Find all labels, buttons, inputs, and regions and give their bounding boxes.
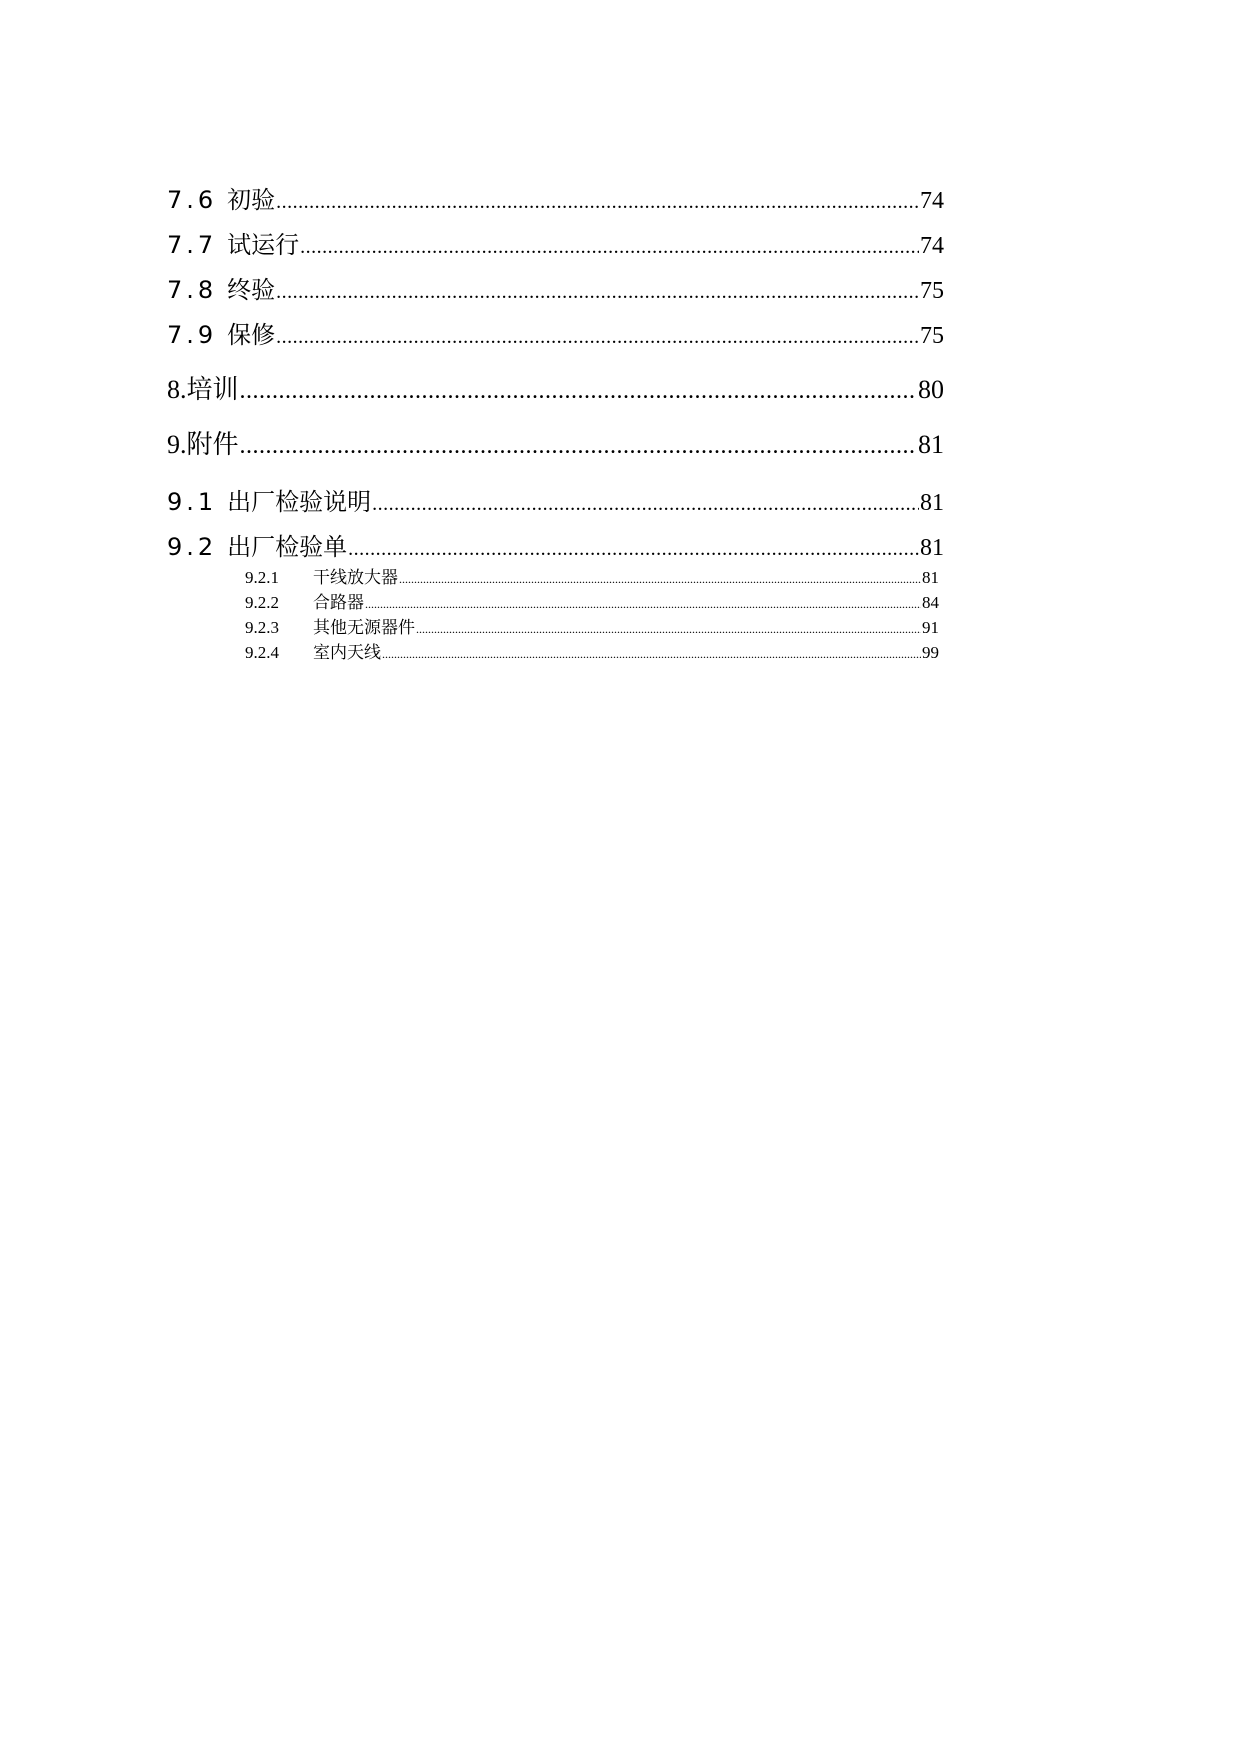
toc-entry[interactable] [167,527,944,562]
toc-entry-page: 75 [920,323,944,349]
toc-entry-page: 81 [920,490,944,516]
toc-entry-page: 80 [918,375,944,404]
toc-entry-number: 7.7 [167,231,218,259]
toc-entry-page: 74 [920,188,944,214]
toc-entry-number: 9.1 [167,488,218,516]
toc-entry-page: 99 [922,643,939,662]
toc-leader-dots [276,326,919,349]
toc-entry[interactable] [167,315,944,350]
toc-entry-number: 9. [167,430,187,459]
toc-leader-dots [365,597,921,612]
toc-entry-page: 91 [922,618,939,637]
toc-entry-number: 7.6 [167,186,218,214]
toc-entry-number: 8. [167,375,187,404]
toc-entry[interactable] [167,180,944,215]
toc-entry[interactable] [245,588,939,613]
toc-entry-title: 终验 [227,276,276,304]
toc-leader-dots [276,191,919,214]
toc-entry-page: 74 [920,233,944,259]
toc-entry-number: 7.8 [167,276,218,304]
toc-leader-dots [240,433,917,460]
toc-leader-dots [300,236,919,259]
toc-entry-number: 9.2.2 [245,593,279,612]
toc-entry[interactable] [245,613,939,638]
toc-entry[interactable] [167,424,944,461]
toc-leader-dots [276,281,919,304]
toc-entry-title: 合路器 [313,593,364,612]
toc-entry-title: 室内天线 [313,643,381,662]
toc-entry-number: 9.2 [167,533,218,561]
toc-leader-dots [240,378,917,405]
toc-entry-title: 其他无源器件 [313,618,415,637]
toc-leader-dots [372,493,919,516]
toc-entry[interactable] [245,563,939,588]
toc-entry-title: 附件 [186,430,239,460]
toc-entry-page: 81 [918,430,944,459]
toc-entry[interactable] [167,482,944,517]
toc-leader-dots [416,622,921,637]
toc-entry[interactable] [167,369,944,406]
toc-entry-title: 出厂检验说明 [227,488,372,516]
toc-entry-title: 出厂检验单 [227,533,348,561]
toc-entry[interactable] [167,225,944,260]
toc-entry-number: 9.2.1 [245,568,279,587]
toc-entry-number: 9.2.3 [245,618,279,637]
toc-leader-dots [382,647,921,662]
toc-entry-title: 保修 [227,321,276,349]
toc-entry-page: 81 [922,568,939,587]
toc-entry-page: 75 [920,278,944,304]
toc-entry[interactable] [245,638,939,663]
toc-entry[interactable] [167,270,944,305]
toc-entry-number: 7.9 [167,321,218,349]
toc-entry-title: 初验 [227,186,276,214]
toc-entry-page: 81 [920,535,944,561]
toc-entry-title: 试运行 [227,231,300,259]
toc-entry-number: 9.2.4 [245,643,279,662]
toc-entry-title: 培训 [186,375,239,405]
toc-entry-title: 干线放大器 [313,568,398,587]
toc-entry-page: 84 [922,593,939,612]
toc-leader-dots [348,538,919,561]
toc-leader-dots [399,572,921,587]
